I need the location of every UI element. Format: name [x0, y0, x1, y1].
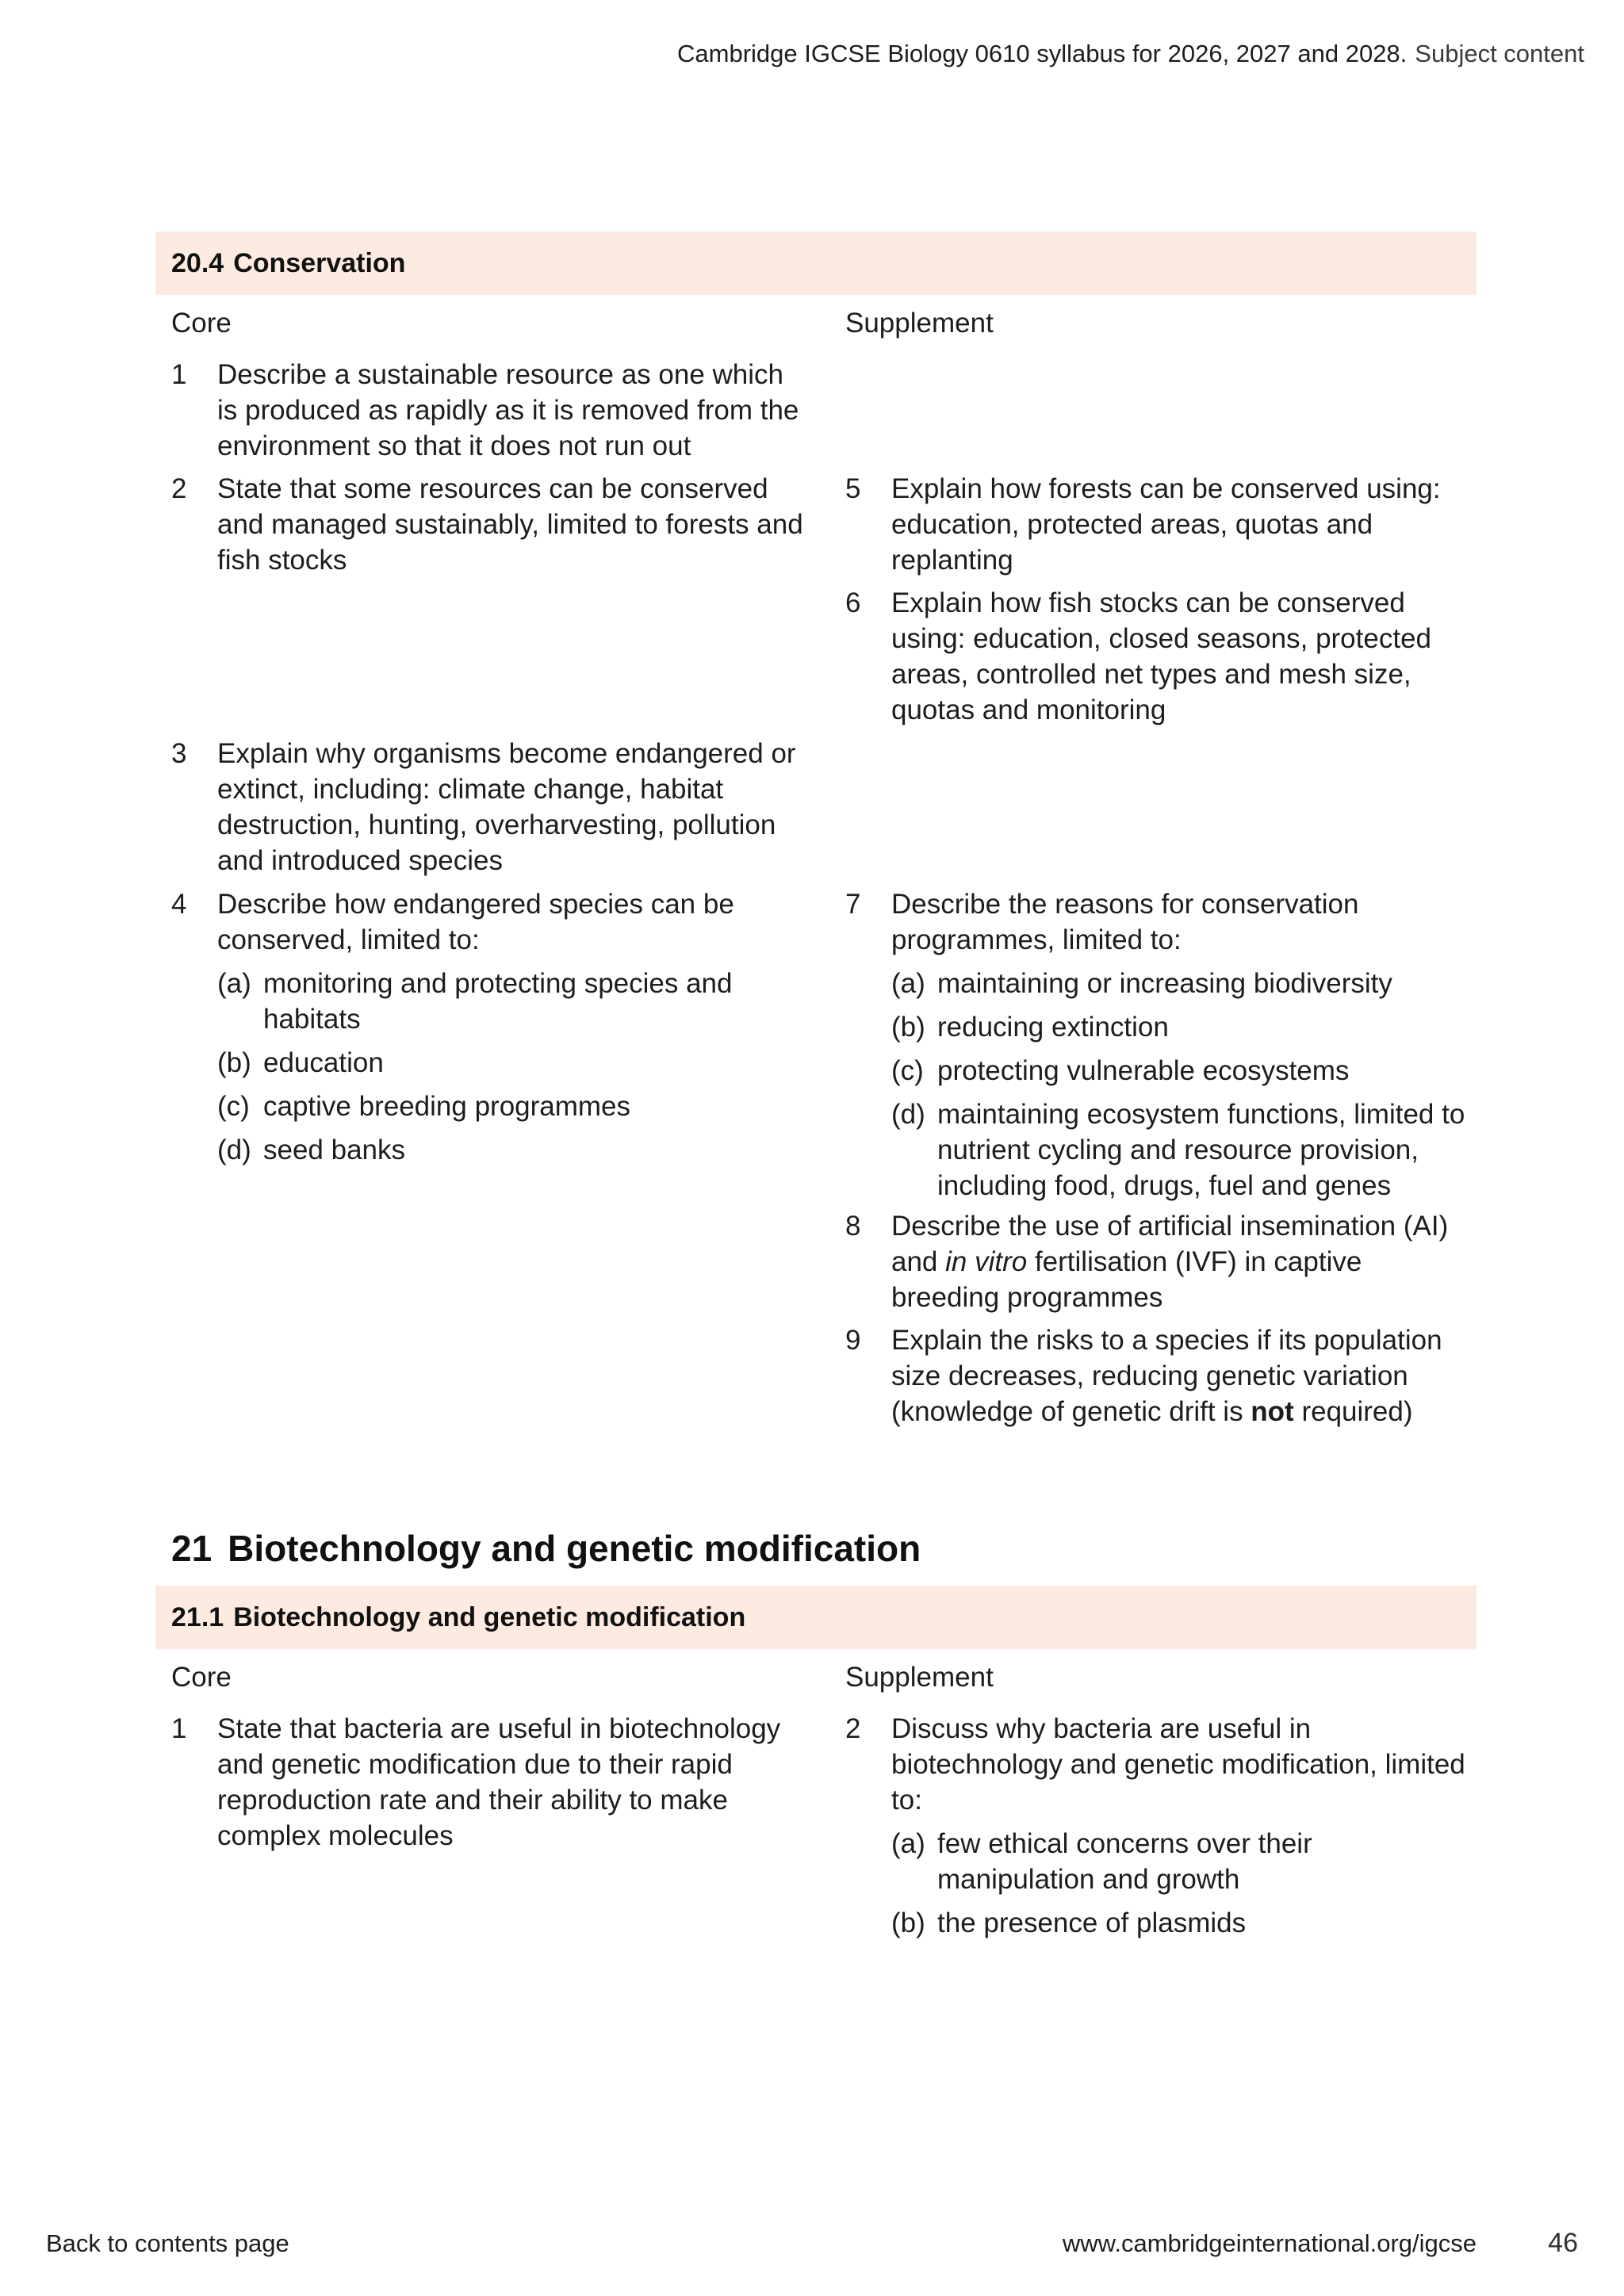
sub-item-c — [891, 1053, 1472, 1089]
italic-text-run: in vitro — [945, 1246, 1028, 1277]
text-run: fertilisation (IVF) in captive breeding programmes — [891, 1246, 1362, 1313]
core-item-3 — [171, 736, 806, 878]
page-number: 46 — [1548, 2228, 1578, 2258]
item-number: 1 — [171, 359, 187, 390]
item-number: 9 — [845, 1325, 861, 1356]
core-item-2 — [171, 471, 806, 578]
item-text: Explain why organisms become endangered or extinct, including: climate change, habitat destruction, hunting, overharvesting, pollution and introduced species — [217, 738, 796, 876]
section-heading-band — [155, 1586, 1477, 1649]
item-text — [891, 1208, 1472, 1315]
sub-item-letter: (b) — [891, 1908, 925, 1938]
item-text: Explain how fish stocks can be conserved using: education, closed seasons, protected areas, controlled net types and mesh size, quotas and monitoring — [891, 587, 1431, 725]
core-item-1 — [171, 1711, 806, 1854]
section-20-4 — [155, 232, 1477, 1468]
sub-item-letter: (c) — [891, 1055, 924, 1086]
item-number: 2 — [171, 473, 187, 504]
sub-item-text: maintaining ecosystem functions, limited to nutrient cycling and resource provision, including food, drugs, fuel and genes — [937, 1099, 1465, 1201]
item-number: 1 — [171, 1713, 187, 1744]
section-number: 21.1 — [171, 1601, 224, 1632]
sub-item-text: education — [263, 1047, 384, 1078]
sub-item-letter: (b) — [217, 1047, 251, 1078]
running-header — [677, 40, 1584, 68]
sub-item-letter: (d) — [891, 1099, 925, 1130]
core-item-4 — [171, 886, 806, 1168]
text-run: required) — [1293, 1396, 1413, 1427]
sub-item-a — [891, 1826, 1472, 1897]
item-number: 7 — [845, 889, 861, 920]
sub-item-letter: (a) — [217, 968, 251, 999]
core-column-heading: Core — [171, 1662, 232, 1693]
item-text: Describe a sustainable resource as one which is produced as rapidly as it is removed from the environment so that it does not run out — [217, 359, 799, 461]
chapter-number: 21 — [171, 1528, 213, 1569]
supplement-column-heading: Supplement — [845, 308, 994, 339]
sub-item-d — [217, 1132, 806, 1168]
sub-item-text: the presence of plasmids — [937, 1908, 1247, 1938]
sub-item-letter: (d) — [217, 1135, 251, 1165]
item-text: Describe the reasons for conservation programmes, limited to: — [891, 889, 1359, 955]
supplement-item-7 — [845, 886, 1472, 1203]
item-text: State that bacteria are useful in biotechnology and genetic modification due to their rapid reproduction rate and their ability to make complex molecules — [217, 1713, 781, 1851]
supplement-item-6 — [845, 585, 1472, 728]
sub-item-letter: (c) — [217, 1091, 250, 1122]
sub-item-letter: (a) — [891, 968, 925, 999]
sub-item-text: seed banks — [263, 1135, 406, 1165]
section-heading-band — [155, 232, 1477, 295]
sub-item-text: reducing extinction — [937, 1012, 1169, 1043]
supplement-item-9 — [845, 1322, 1472, 1429]
item-text: State that some resources can be conserved and managed sustainably, limited to forests and fish stocks — [217, 473, 803, 576]
item-text: Explain how forests can be conserved using: education, protected areas, quotas and replanting — [891, 473, 1441, 576]
website-url-link[interactable]: www.cambridgeinternational.org/igcse — [1062, 2229, 1477, 2257]
sub-item-letter: (a) — [891, 1828, 925, 1859]
item-number: 5 — [845, 473, 861, 504]
sub-item-b — [891, 1905, 1472, 1941]
supplement-item-2 — [845, 1711, 1472, 1941]
section-number: 20.4 — [171, 247, 224, 278]
item-number: 4 — [171, 889, 187, 920]
sub-item-c — [217, 1089, 806, 1124]
core-column-heading: Core — [171, 308, 232, 339]
section-title: Conservation — [233, 247, 406, 278]
item-number: 6 — [845, 587, 861, 618]
sub-item-text: monitoring and protecting species and habitats — [263, 968, 733, 1035]
item-text — [891, 1322, 1472, 1429]
back-to-contents-link[interactable]: Back to contents page — [46, 2229, 289, 2257]
section-title: Biotechnology and genetic modification — [233, 1601, 746, 1632]
bold-text-run: not — [1251, 1396, 1294, 1427]
item-text: Describe how endangered species can be conserved, limited to: — [217, 889, 734, 955]
sub-item-text: maintaining or increasing biodiversity — [937, 968, 1392, 999]
sub-item-a — [217, 966, 806, 1037]
core-item-1 — [171, 357, 806, 464]
item-number: 8 — [845, 1211, 861, 1242]
supplement-column-heading: Supplement — [845, 1662, 994, 1693]
item-number: 3 — [171, 738, 187, 769]
text-run: Explain the risks to a species if its population size decreases, reducing genetic variation (knowledge of genetic drift is — [891, 1325, 1442, 1427]
chapter-title-text: Biotechnology and genetic modification — [228, 1528, 921, 1569]
sub-item-letter: (b) — [891, 1012, 925, 1043]
section-21-1 — [155, 1586, 1477, 1966]
sub-item-text: captive breeding programmes — [263, 1091, 631, 1122]
supplement-item-5 — [845, 471, 1472, 578]
item-text: Discuss why bacteria are useful in biotechnology and genetic modification, limited to: — [891, 1713, 1465, 1816]
sub-item-b — [217, 1045, 806, 1081]
sub-item-text: few ethical concerns over their manipulation and growth — [937, 1828, 1312, 1895]
sub-item-b — [891, 1009, 1472, 1045]
sub-item-d — [891, 1096, 1472, 1203]
chapter-title — [171, 1527, 921, 1570]
supplement-item-8 — [845, 1208, 1472, 1315]
header-section: Subject content — [1415, 40, 1584, 67]
header-title: Cambridge IGCSE Biology 0610 syllabus for 2026, 2027 and 2028. — [677, 40, 1408, 67]
text-run: Describe the use of artificial insemination (AI) and — [891, 1211, 1449, 1277]
sub-item-text: protecting vulnerable ecosystems — [937, 1055, 1350, 1086]
item-number: 2 — [845, 1713, 861, 1744]
sub-item-a — [891, 966, 1472, 1001]
